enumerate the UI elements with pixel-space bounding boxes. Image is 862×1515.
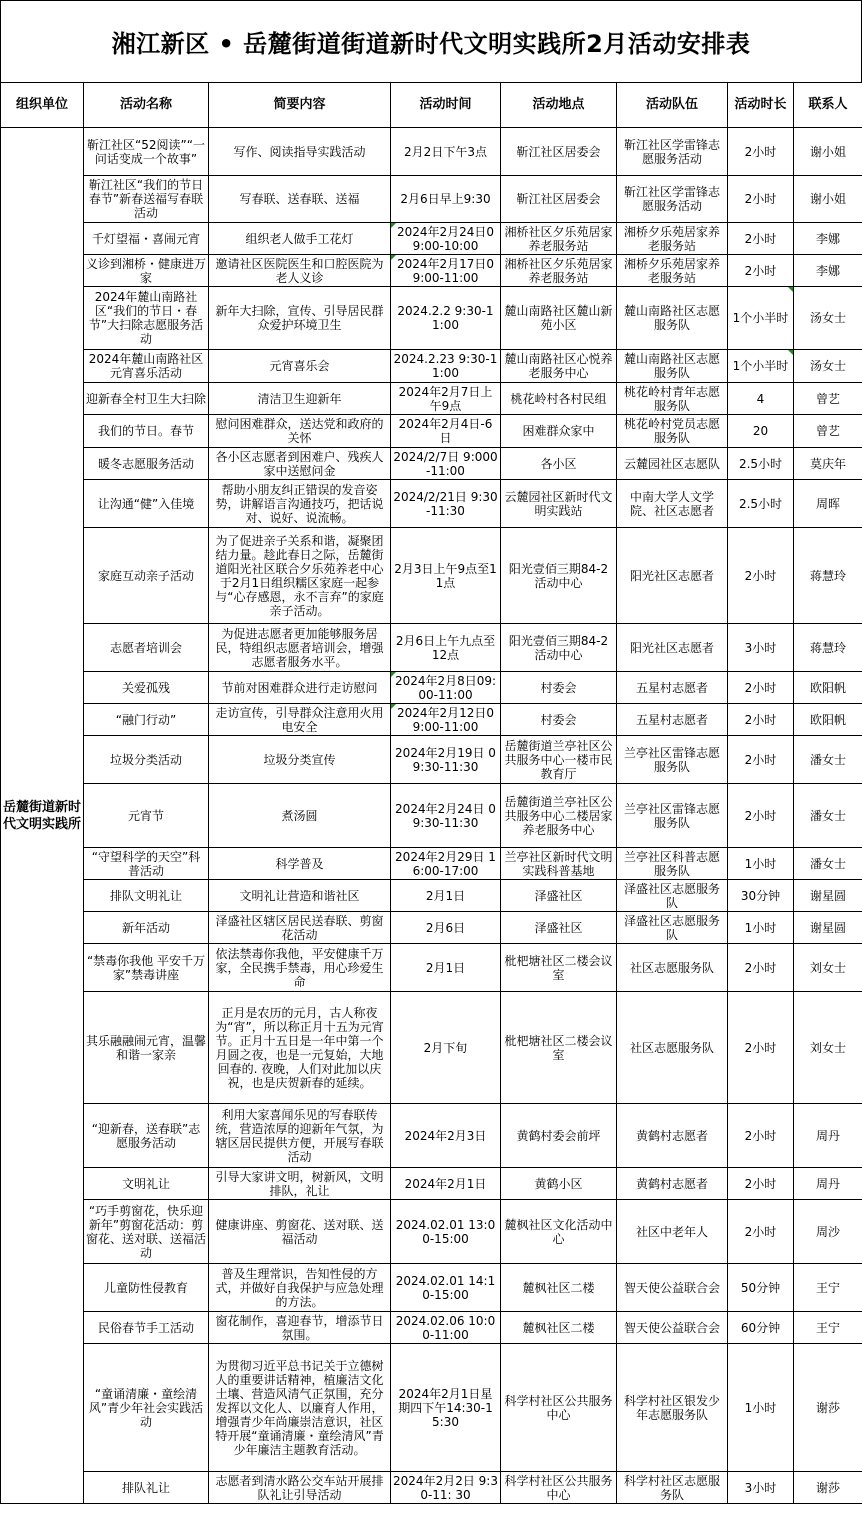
cell-place: 岳麓街道兰亭社区公共服务中心二楼居家养老服务中心 [501, 784, 617, 848]
cell-time: 2024.02.01 13:00-15:00 [391, 1200, 501, 1264]
activity-table [0, 82, 862, 1504]
cell-time: 2024年2月7日上午9点 [391, 383, 501, 415]
cell-duration: 2小时 [728, 672, 794, 704]
cell-place: 麓山南路社区心悦养老服务中心 [501, 350, 617, 383]
cell-content: 健康讲座、剪窗花、送对联、送福活动 [209, 1200, 391, 1264]
cell-contact: 蒋慧玲 [794, 528, 862, 624]
cell-time: 2024年2月12日09:00-11:00 [391, 704, 501, 736]
cell-contact: 李娜 [794, 223, 862, 255]
header-name: 活动名称 [84, 83, 209, 128]
cell-place: 麓山南路社区麓山新苑小区 [501, 287, 617, 350]
cell-contact: 李娜 [794, 255, 862, 287]
cell-place: 泽盛社区 [501, 912, 617, 944]
cell-place: 黄鹤小区 [501, 1168, 617, 1200]
cell-duration: 2小时 [728, 1104, 794, 1168]
cell-duration: 2小时 [728, 223, 794, 255]
cell-content: 普及生理常识，告知性侵的方式，并做好自我保护与应急处理的方法。 [209, 1264, 391, 1312]
cell-content: 清洁卫生迎新年 [209, 383, 391, 415]
cell-team: 黄鹤村志愿者 [617, 1104, 728, 1168]
cell-content: 节前对困难群众进行走访慰问 [209, 672, 391, 704]
cell-team: 麓山南路社区志愿服务队 [617, 287, 728, 350]
cell-name: “巧手剪窗花，快乐迎新年”剪窗花活动：剪窗花、送对联、送福活动 [84, 1200, 209, 1264]
cell-name: 新年活动 [84, 912, 209, 944]
cell-contact: 潘女士 [794, 848, 862, 880]
cell-time: 2024.2.23 9:30-11:00 [391, 350, 501, 383]
cell-name: 2024年麓山南路社区元宵喜乐活动 [84, 350, 209, 383]
cell-name: 关爱孤残 [84, 672, 209, 704]
cell-contact: 谢小姐 [794, 176, 862, 223]
cell-duration: 4 [728, 383, 794, 415]
cell-content: 利用大家喜闻乐见的写春联传统，营造浓厚的迎新年气氛，为辖区居民提供方便，开展写春联活动 [209, 1104, 391, 1168]
cell-duration: 20 [728, 415, 794, 448]
cell-place: 泽盛社区 [501, 880, 617, 912]
cell-content: 为促进志愿者更加能够服务居民，特组织志愿者培训会，增强志愿者服务水平。 [209, 624, 391, 672]
cell-place: 湘桥社区夕乐苑居家养老服务站 [501, 223, 617, 255]
cell-contact: 欧阳帆 [794, 704, 862, 736]
cell-duration: 3小时 [728, 1472, 794, 1504]
cell-time: 2024年2月29日 16:00-17:00 [391, 848, 501, 880]
cell-contact: 汤女士 [794, 350, 862, 383]
cell-content: 元宵喜乐会 [209, 350, 391, 383]
cell-duration: 1小时 [728, 912, 794, 944]
cell-time: 2月下旬 [391, 992, 501, 1104]
cell-place: 枇杷塘社区二楼会议室 [501, 992, 617, 1104]
cell-team: 中南大学人文学院、社区志愿者 [617, 480, 728, 528]
cell-name: “禁毒你我他 平安千万家”禁毒讲座 [84, 944, 209, 992]
cell-content: 志愿者到清水路公交车站开展排队礼让引导活动 [209, 1472, 391, 1504]
cell-contact: 蒋慧玲 [794, 624, 862, 672]
cell-name: “融门行动” [84, 704, 209, 736]
cell-time: 2024.02.01 14:10-15:00 [391, 1264, 501, 1312]
table-row [1, 1264, 862, 1312]
cell-team: 黄鹤村志愿者 [617, 1168, 728, 1200]
cell-name: 靳江社区“我们的节日 春节”新春送福写春联活动 [84, 176, 209, 223]
cell-name: 文明礼让 [84, 1168, 209, 1200]
cell-team: 泽盛社区志愿服务队 [617, 880, 728, 912]
table-row [1, 1200, 862, 1264]
cell-duration: 1小时 [728, 848, 794, 880]
cell-time: 2024年2月4日-6日 [391, 415, 501, 448]
cell-contact: 曾艺 [794, 383, 862, 415]
cell-place: 兰亭社区新时代文明实践科普基地 [501, 848, 617, 880]
cell-place: 枇杷塘社区二楼会议室 [501, 944, 617, 992]
cell-team: 兰亭社区雷锋志愿服务队 [617, 736, 728, 784]
cell-time: 2月3日上午9点至11点 [391, 528, 501, 624]
cell-content: 科学普及 [209, 848, 391, 880]
table-row [1, 383, 862, 415]
cell-contact: 谢星圆 [794, 912, 862, 944]
cell-time: 2月6日 [391, 912, 501, 944]
table-row [1, 848, 862, 880]
cell-team: 云麓园社区志愿队 [617, 448, 728, 480]
cell-time: 2024年2月24日 09:30-11:30 [391, 784, 501, 848]
cell-team: 智天使公益联合会 [617, 1264, 728, 1312]
table-row [1, 176, 862, 223]
cell-name: 靳江社区“52阅读”“一问话变成一个故事” [84, 128, 209, 176]
cell-contact: 周晖 [794, 480, 862, 528]
cell-content: 文明礼让营造和谐社区 [209, 880, 391, 912]
cell-duration: 50分钟 [728, 1264, 794, 1312]
header-team: 活动队伍 [617, 83, 728, 128]
cell-place: 靳江社区居委会 [501, 128, 617, 176]
cell-time: 2月1日 [391, 880, 501, 912]
cell-duration: 2小时 [728, 255, 794, 287]
table-row [1, 704, 862, 736]
cell-duration: 1小时 [728, 1344, 794, 1472]
cell-name: 垃圾分类活动 [84, 736, 209, 784]
cell-place: 村委会 [501, 672, 617, 704]
cell-team: 阳光社区志愿者 [617, 528, 728, 624]
table-row [1, 1344, 862, 1472]
cell-contact: 谢小姐 [794, 128, 862, 176]
cell-duration: 2.5小时 [728, 448, 794, 480]
cell-team: 兰亭社区科普志愿服务队 [617, 848, 728, 880]
cell-team: 桃花岭村党员志愿服务队 [617, 415, 728, 448]
cell-content: 写作、阅读指导实践活动 [209, 128, 391, 176]
cell-place: 科学村社区公共服务中心 [501, 1472, 617, 1504]
cell-contact: 潘女士 [794, 736, 862, 784]
cell-team: 桃花岭村青年志愿服务队 [617, 383, 728, 415]
cell-team: 泽盛社区志愿服务队 [617, 912, 728, 944]
cell-place: 岳麓街道兰亭社区公共服务中心一楼市民教育厅 [501, 736, 617, 784]
cell-time: 2024年2月3日 [391, 1104, 501, 1168]
cell-team: 五星村志愿者 [617, 704, 728, 736]
table-row [1, 1168, 862, 1200]
cell-team: 社区志愿服务队 [617, 944, 728, 992]
cell-name: 排队礼让 [84, 1472, 209, 1504]
cell-time: 2024年2月19日 09:30-11:30 [391, 736, 501, 784]
table-row [1, 944, 862, 992]
cell-contact: 谢星圆 [794, 880, 862, 912]
cell-place: 麓枫社区二楼 [501, 1312, 617, 1344]
cell-content: 正月是农历的元月，古人称夜为“宵”，所以称正月十五为元宵节。正月十五日是一年中第一个月圆之夜，也是一元复始，大地回春的. 夜晚，人们对此加以庆祝，也是庆贺新春的延续。 [209, 992, 391, 1104]
cell-name: 迎新春全村卫生大扫除 [84, 383, 209, 415]
header-content: 简要内容 [209, 83, 391, 128]
table-row [1, 736, 862, 784]
cell-time: 2024年2月24日09:00-10:00 [391, 223, 501, 255]
cell-time: 2月6日早上9:30 [391, 176, 501, 223]
cell-team: 麓山南路社区志愿服务队 [617, 350, 728, 383]
table-row [1, 415, 862, 448]
table-row [1, 784, 862, 848]
cell-duration: 2小时 [728, 704, 794, 736]
cell-name: “迎新春，送春联”志愿服务活动 [84, 1104, 209, 1168]
cell-contact: 曾艺 [794, 415, 862, 448]
cell-team: 靳江社区学雷锋志愿服务活动 [617, 128, 728, 176]
table-row [1, 528, 862, 624]
cell-duration: 2.5小时 [728, 480, 794, 528]
cell-name: 元宵节 [84, 784, 209, 848]
cell-place: 各小区 [501, 448, 617, 480]
table-row [1, 448, 862, 480]
cell-duration: 2小时 [728, 944, 794, 992]
cell-place: 麓枫社区二楼 [501, 1264, 617, 1312]
cell-place: 云麓园社区新时代文明实践站 [501, 480, 617, 528]
cell-duration: 2小时 [728, 1200, 794, 1264]
cell-time: 2024.02.06 10:00-11:00 [391, 1312, 501, 1344]
cell-place: 桃花岭村各村民组 [501, 383, 617, 415]
cell-content: 为贯彻习近平总书记关于立德树人的重要讲话精神，植廉洁文化土壤、营造风清气正氛围，充分发挥以文化人、以廉育人作用，增强青少年尚廉崇洁意识，社区特开展“童诵清廉・童绘清风”青少年廉洁主题教育活动。 [209, 1344, 391, 1472]
header-org: 组织单位 [1, 83, 84, 128]
cell-name: 其乐融融闹元宵，温馨和谐一家亲 [84, 992, 209, 1104]
cell-content: 新年大扫除，宣传、引导居民群众爱护环境卫生 [209, 287, 391, 350]
cell-team: 湘桥夕乐苑居家养老服务站 [617, 223, 728, 255]
cell-name: 千灯望福・喜闹元宵 [84, 223, 209, 255]
table-row [1, 255, 862, 287]
cell-duration: 3小时 [728, 624, 794, 672]
cell-time: 2024/2/21日 9:30-11:30 [391, 480, 501, 528]
cell-content: 窗花制作，喜迎春节，增添节日氛围。 [209, 1312, 391, 1344]
header-row [1, 83, 862, 128]
cell-time: 2024年2月8日09:00-11:00 [391, 672, 501, 704]
cell-time: 2月2日下午3点 [391, 128, 501, 176]
cell-team: 科学村社区银发少年志愿服务队 [617, 1344, 728, 1472]
cell-contact: 周丹 [794, 1104, 862, 1168]
cell-time: 2月6日上午九点至12点 [391, 624, 501, 672]
table-row [1, 672, 862, 704]
cell-duration: 2小时 [728, 176, 794, 223]
header-contact: 联系人 [794, 83, 862, 128]
cell-name: 暖冬志愿服务活动 [84, 448, 209, 480]
cell-name: 排队文明礼让 [84, 880, 209, 912]
cell-duration: 2小时 [728, 128, 794, 176]
cell-duration: 30分钟 [728, 880, 794, 912]
cell-content: 慰问困难群众，送达党和政府的关怀 [209, 415, 391, 448]
cell-team: 五星村志愿者 [617, 672, 728, 704]
table-row [1, 1104, 862, 1168]
cell-contact: 汤女士 [794, 287, 862, 350]
table-row [1, 287, 862, 350]
cell-duration: 2小时 [728, 1168, 794, 1200]
cell-place: 麓枫社区文化活动中心 [501, 1200, 617, 1264]
cell-team: 靳江社区学雷锋志愿服务活动 [617, 176, 728, 223]
cell-place: 村委会 [501, 704, 617, 736]
cell-content: 为了促进亲子关系和谐，凝聚团结力量。趁此春日之际，岳麓街道阳光社区联合夕乐苑养老中心于2月1日组织糯区家庭一起参与“心存感恩，永不言弃”的家庭亲子活动。 [209, 528, 391, 624]
cell-duration: 60分钟 [728, 1312, 794, 1344]
table-row [1, 223, 862, 255]
cell-place: 困难群众家中 [501, 415, 617, 448]
cell-contact: 欧阳帆 [794, 672, 862, 704]
cell-contact: 王宁 [794, 1264, 862, 1312]
header-duration: 活动时长 [728, 83, 794, 128]
cell-content: 引导大家讲文明，树新风，文明排队，礼让 [209, 1168, 391, 1200]
cell-name: 2024年麓山南路社区“我们的节日・春节”大扫除志愿服务活动 [84, 287, 209, 350]
table-row [1, 1312, 862, 1344]
cell-time: 2月1日 [391, 944, 501, 992]
cell-time: 2024年2月17日09:00-11:00 [391, 255, 501, 287]
header-place: 活动地点 [501, 83, 617, 128]
cell-contact: 王宁 [794, 1312, 862, 1344]
cell-team: 社区中老年人 [617, 1200, 728, 1264]
table-row [1, 480, 862, 528]
cell-time: 2024年2月1日 [391, 1168, 501, 1200]
cell-time: 2024年2月2日 9:30-11: 30 [391, 1472, 501, 1504]
cell-contact: 潘女士 [794, 784, 862, 848]
cell-place: 湘桥社区夕乐苑居家养老服务站 [501, 255, 617, 287]
cell-team: 兰亭社区雷锋志愿服务队 [617, 784, 728, 848]
cell-content: 邀请社区医院医生和口腔医院为老人义诊 [209, 255, 391, 287]
table-body [1, 128, 862, 1504]
table-row [1, 350, 862, 383]
cell-content: 依法禁毒你我他，平安健康千万家，全民携手禁毒，用心珍爱生命 [209, 944, 391, 992]
cell-team: 智天使公益联合会 [617, 1312, 728, 1344]
cell-duration: 1个小半时 [728, 287, 794, 350]
sheet-title: 湘江新区 • 岳麓街道街道新时代文明实践所2月活动安排表 [0, 0, 862, 82]
cell-place: 靳江社区居委会 [501, 176, 617, 223]
cell-name: 我们的节日。春节 [84, 415, 209, 448]
cell-contact: 谢莎 [794, 1344, 862, 1472]
table-row [1, 912, 862, 944]
cell-content: 各小区志愿者到困难户、残疾人家中送慰问金 [209, 448, 391, 480]
cell-content: 写春联、送春联、送福 [209, 176, 391, 223]
cell-name: 义诊到湘桥・健康进万家 [84, 255, 209, 287]
cell-time: 2024.2.2 9:30-11:00 [391, 287, 501, 350]
table-row [1, 992, 862, 1104]
cell-name: 儿童防性侵教育 [84, 1264, 209, 1312]
cell-content: 泽盛社区辖区居民送春联、剪窗花活动 [209, 912, 391, 944]
cell-name: 志愿者培训会 [84, 624, 209, 672]
cell-team: 社区志愿服务队 [617, 992, 728, 1104]
cell-team: 科学村社区志愿服务队 [617, 1472, 728, 1504]
cell-place: 科学村社区公共服务中心 [501, 1344, 617, 1472]
table-row [1, 624, 862, 672]
cell-contact: 周沙 [794, 1200, 862, 1264]
cell-duration: 1个小半时 [728, 350, 794, 383]
cell-team: 湘桥夕乐苑居家养老服务站 [617, 255, 728, 287]
cell-name: 让沟通“健”入佳境 [84, 480, 209, 528]
cell-content: 帮助小朋友纠正错误的发音姿势，讲解语言沟通技巧，把话说对、说好、说流畅。 [209, 480, 391, 528]
cell-contact: 刘女士 [794, 944, 862, 992]
cell-place: 阳光壹佰三期84-2活动中心 [501, 624, 617, 672]
cell-duration: 2小时 [728, 736, 794, 784]
cell-team: 阳光社区志愿者 [617, 624, 728, 672]
header-time: 活动时间 [391, 83, 501, 128]
cell-duration: 2小时 [728, 992, 794, 1104]
cell-content: 组织老人做手工花灯 [209, 223, 391, 255]
table-row [1, 880, 862, 912]
cell-name: “童诵清廉・童绘清风”青少年社会实践活动 [84, 1344, 209, 1472]
cell-duration: 2小时 [728, 528, 794, 624]
cell-name: “守望科学的天空”科普活动 [84, 848, 209, 880]
cell-content: 垃圾分类宣传 [209, 736, 391, 784]
cell-time: 2024年2月1日星期四下午14:30-15:30 [391, 1344, 501, 1472]
cell-contact: 周丹 [794, 1168, 862, 1200]
cell-content: 煮汤圆 [209, 784, 391, 848]
cell-org-unit: 岳麓街道新时代文明实践所 [1, 128, 84, 1504]
cell-contact: 谢莎 [794, 1472, 862, 1504]
cell-place: 阳光壹佰三期84-2活动中心 [501, 528, 617, 624]
cell-contact: 莫庆年 [794, 448, 862, 480]
cell-name: 民俗春节手工活动 [84, 1312, 209, 1344]
table-row [1, 1472, 862, 1504]
cell-name: 家庭互动亲子活动 [84, 528, 209, 624]
table-row [1, 128, 862, 176]
cell-content: 走访宣传，引导群众注意用火用电安全 [209, 704, 391, 736]
cell-place: 黄鹤村委会前坪 [501, 1104, 617, 1168]
cell-duration: 2小时 [728, 784, 794, 848]
cell-time: 2024/2/7日 9:000-11:00 [391, 448, 501, 480]
cell-contact: 刘女士 [794, 992, 862, 1104]
